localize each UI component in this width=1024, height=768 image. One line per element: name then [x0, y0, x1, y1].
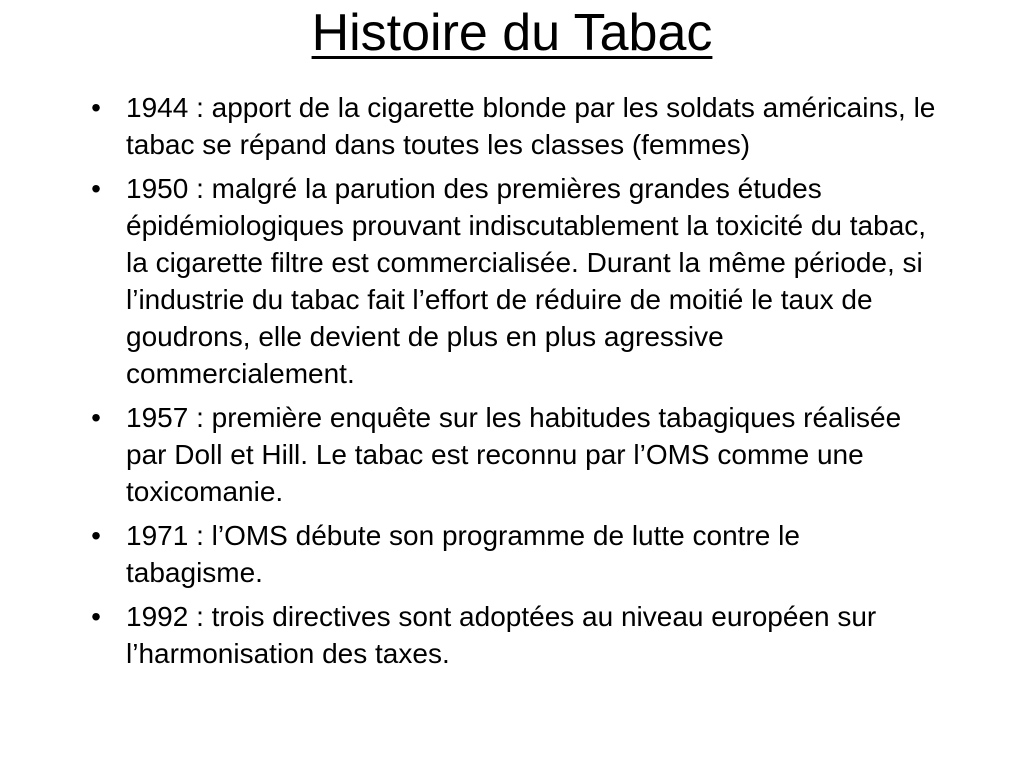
bullet-item-1944	[82, 89, 937, 163]
bullet-text: 1950 : malgré la parution des premières grandes études épidémiologiques prouvant indiscutablement la toxicité du tabac, la cigarette filtre est commercialisée. Durant la même période, si l’industrie du tabac fait l’effort de réduire de moitié le taux de goudrons, elle devient de plus en plus agressive commercialement.	[126, 173, 927, 389]
bullet-text: 1944 : apport de la cigarette blonde par les soldats américains, le tabac se répand dans toutes les classes (femmes)	[126, 92, 936, 160]
bullet-dot-icon: •	[91, 402, 101, 433]
bullet-text: 1957 : première enquête sur les habitudes tabagiques réalisée par Doll et Hill. Le tabac est reconnu par l’OMS comme une toxicomanie.	[126, 402, 902, 507]
bullet-list	[82, 89, 937, 679]
bullet-item-1971	[82, 517, 937, 591]
bullet-dot-icon: •	[91, 601, 101, 632]
bullet-text: 1992 : trois directives sont adoptées au niveau européen sur l’harmonisation des taxes.	[126, 601, 877, 669]
bullet-dot-icon: •	[91, 92, 101, 123]
slide-title	[0, 0, 1024, 66]
bullet-text: 1971 : l’OMS débute son programme de lutte contre le tabagisme.	[126, 520, 800, 588]
bullet-dot-icon: •	[91, 520, 101, 551]
bullet-item-1957	[82, 399, 937, 510]
bullet-item-1992	[82, 598, 937, 672]
bullet-dot-icon: •	[91, 173, 101, 204]
bullet-item-1950	[82, 170, 937, 392]
slide-title-text: Histoire du Tabac	[311, 4, 713, 62]
